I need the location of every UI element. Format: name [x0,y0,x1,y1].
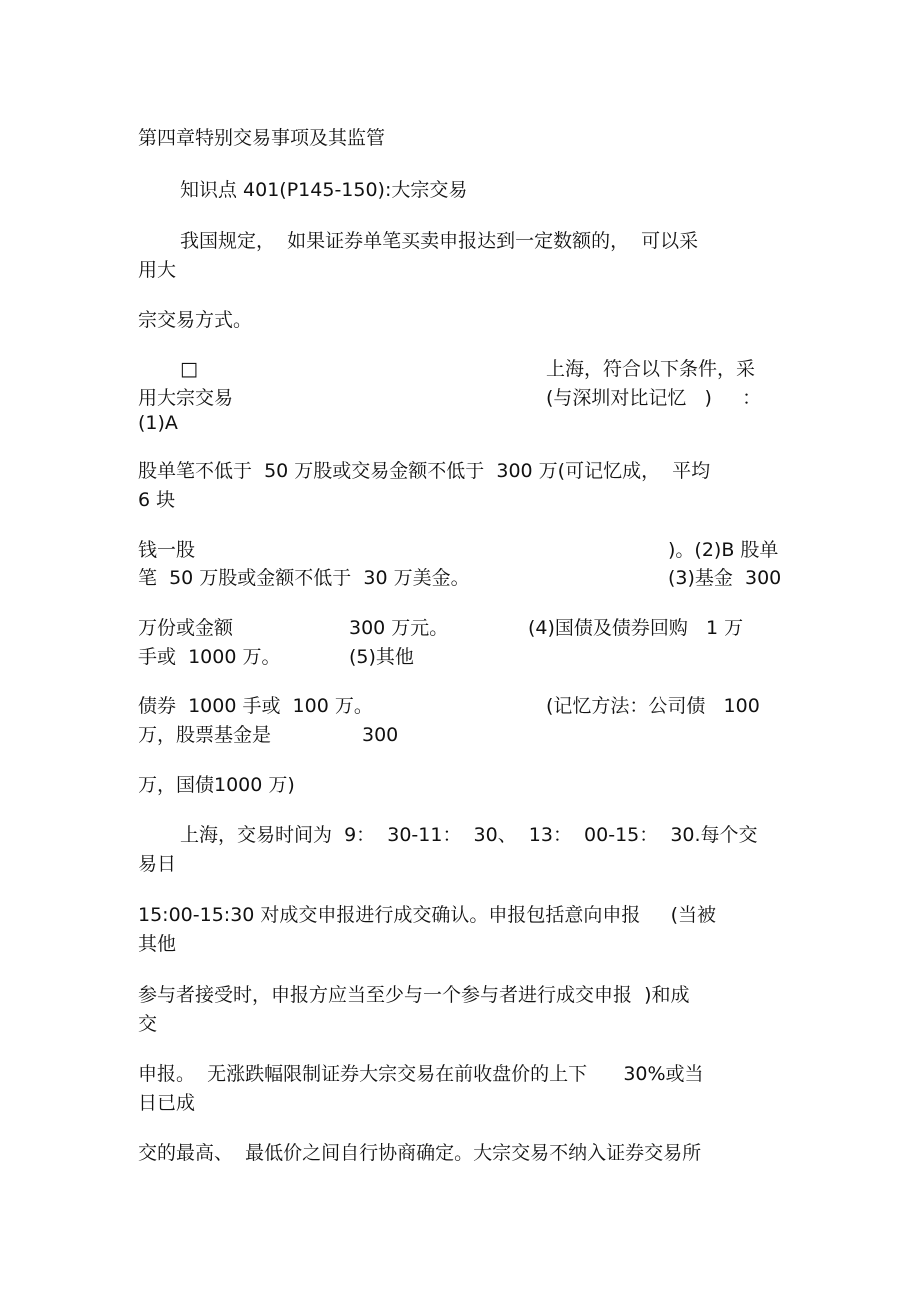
text-line: 易日 [138,853,177,875]
text-line: 6 块 [138,489,176,511]
text-line: (3)基金 300 [668,567,782,589]
text-line: 股单笔不低于 50 万股或交易金额不低于 300 万(可记忆成， 平均 [138,460,711,482]
text-line: 其他 [138,933,177,955]
text-line: 宗交易方式。 [138,309,253,331]
text-line: 申报。 无涨跌幅限制证券大宗交易在前收盘价的上下 30%或当 [138,1063,704,1085]
text-line: 300 [362,724,399,746]
text-line: 万份或金额 [138,617,234,639]
text-line: 交的最高、 最低价之间自行协商确定。大宗交易不纳入证券交易所 [138,1142,702,1164]
text-line: 用大宗交易 [138,387,234,409]
text-line: )。(2)B 股单 [668,539,779,561]
text-line: 手或 1000 万。 [138,646,281,668]
text-line: 上海，符合以下条件，采 [546,358,756,380]
text-line: 万，股票基金是 [138,724,272,746]
text-line: 上海，交易时间为 9： 30-11： 30、 13： 00-15： 30.每个交 [180,824,758,846]
text-line: (与深圳对比记忆 ) ： [546,387,762,409]
text-line: 日已成 [138,1092,196,1114]
text-line: (1)A [138,412,178,434]
text-line: (记忆方法：公司债 100 [546,695,760,717]
text-line: 我国规定， 如果证券单笔买卖申报达到一定数额的， 可以采 [180,230,699,252]
text-line: 用大 [138,259,177,281]
text-line: 300 万元。 [349,617,449,639]
checkbox-glyph: □ [180,358,198,380]
knowledge-point-heading: 知识点 401(P145-150):大宗交易 [180,179,468,201]
text-line: 钱一股 [138,539,196,561]
chapter-title: 第四章特别交易事项及其监管 [138,127,386,149]
text-line: 笔 50 万股或金额不低于 30 万美金。 [138,567,470,589]
text-line: (5)其他 [349,646,414,668]
text-line: 交 [138,1013,158,1035]
text-line: 万，国债1000 万) [138,774,295,796]
text-line: 15:00-15:30 对成交申报进行成交确认。申报包括意向申报 (当被 [138,904,717,926]
text-line: 债券 1000 手或 100 万。 [138,695,373,717]
text-line: (4)国债及债券回购 1 万 [528,617,744,639]
text-line: 参与者接受时，申报方应当至少与一个参与者进行成交申报 )和成 [138,984,690,1006]
